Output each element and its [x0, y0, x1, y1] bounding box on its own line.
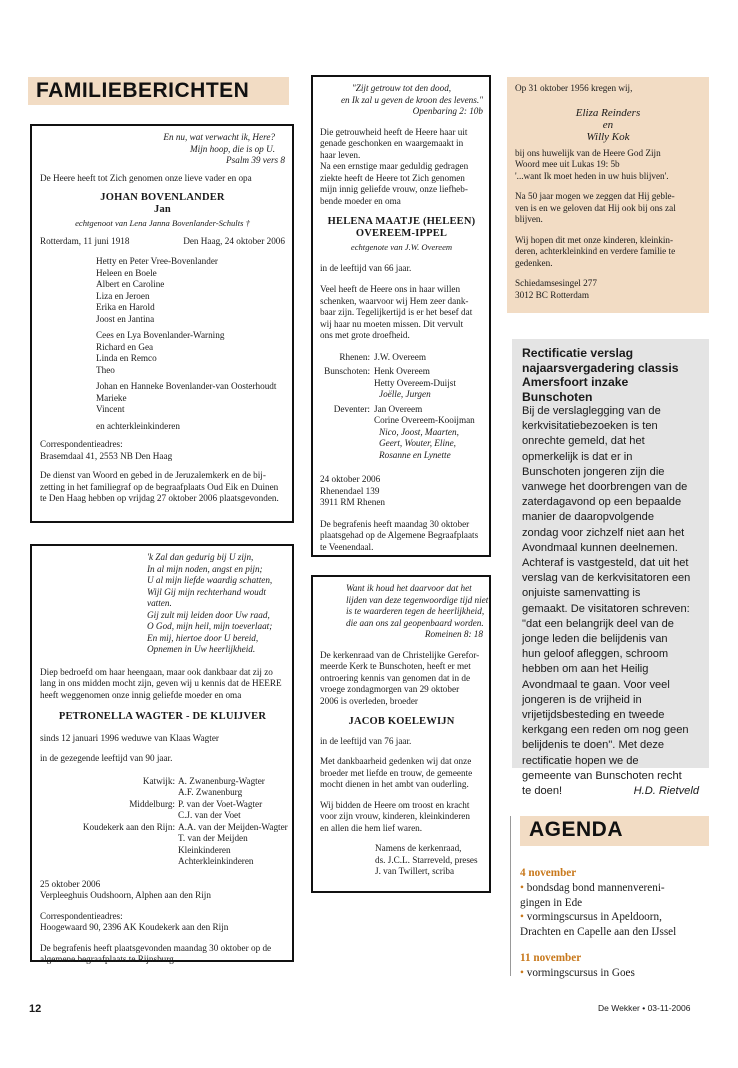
article-body — [522, 404, 703, 784]
family-names — [374, 404, 475, 462]
family-names — [178, 822, 288, 868]
name-line: en — [602, 118, 614, 131]
text-line: opmerkelijk is dat er in — [522, 450, 633, 463]
poem-line: Opnemen in Uw heerlijkheid. — [147, 644, 256, 654]
obituary-overeem — [311, 75, 491, 557]
name-line: Eliza Reinders — [575, 106, 641, 119]
item-line: bondsdag bond mannenvereni- — [526, 881, 665, 894]
text-line: Albert en Caroline — [96, 279, 165, 289]
text-line: baar zijn. Tegelijkertijd is er het besef dat — [320, 307, 473, 317]
text-line: onjuiste samenvatting is — [522, 587, 641, 600]
agenda-date: 4 november — [520, 867, 577, 879]
family-names — [374, 366, 456, 401]
family-place: Katwijk: — [142, 775, 175, 786]
text-line: Henk Overeem — [374, 366, 430, 376]
quote-line: en Ik zal u geven de kroon des levens." — [340, 94, 483, 105]
intro-text: Op 31 oktober 1956 kregen wij, — [515, 83, 633, 93]
family-place: Koudekerk aan den Rijn: — [82, 821, 175, 832]
quote-line: "Zijt getrouw tot den dood, — [351, 83, 452, 93]
text-line: zondag voor zichzelf niet aan het — [522, 526, 685, 539]
correspondence — [40, 911, 285, 934]
text-line: C.J. van der Voet — [178, 810, 241, 820]
family-table — [320, 352, 483, 462]
text-line: ven is en we geloven dat Hij ook bij ons zal — [515, 202, 676, 213]
text-line: '...want Ik moet heden in uw huis blijven'. — [515, 170, 669, 181]
service-text — [40, 470, 285, 505]
text-line: broeder met liefde en trouw, de gemeente — [320, 767, 473, 778]
age-line: in de gezegende leeftijd van 90 jaar. — [40, 753, 173, 763]
family-row — [320, 404, 483, 462]
text-line: vrijetijdsbesteding en tweede — [522, 709, 665, 722]
correspondence — [40, 439, 285, 462]
spouse-line: echtgenote van J.W. Overeem — [350, 242, 453, 252]
quote-line: En nu, wat verwacht ik, Here? — [163, 132, 275, 142]
poem — [147, 552, 285, 656]
text-line: zaterdagavond op een bepaalde — [522, 496, 682, 509]
item-line: vormingscursus in Apeldoorn, — [526, 911, 662, 924]
bullet-icon: • — [520, 966, 524, 979]
text-line: Bij de verslaglegging van de — [522, 405, 661, 417]
quote-ref: Romeinen 8: 18 — [424, 629, 483, 639]
text-line: Geert, Wouter, Eline, — [379, 438, 456, 448]
text-line: manier de daaropvolgende — [522, 511, 654, 524]
death-place: Verpleeghuis Oudshoorn, Alphen aan den Rijn — [40, 890, 211, 900]
text-line: A.A. van der Meijden-Wagter — [178, 821, 288, 832]
text-block-2 — [515, 191, 701, 226]
text-line: deren, achterkleinkind en verdere familie te — [515, 246, 676, 256]
text-line: gedenken. — [515, 257, 553, 268]
text-block-3 — [320, 800, 483, 835]
spouse-line: echtgenoot van Lena Janna Bovenlander-Schults † — [75, 218, 250, 228]
text-line: en allen die hem lief waren. — [320, 822, 423, 833]
text-line: bij ons huwelijk van de Heere God Zijn — [515, 147, 661, 158]
death-date: 24 oktober 2006 — [320, 474, 381, 484]
text-line: Rosanne en Lynette — [379, 449, 451, 460]
quote-line: lijden van deze tegenwoordige tijd niet — [346, 594, 489, 605]
text-line: schenken, waarvoor wij Hem zeer dank- — [320, 295, 469, 306]
item-line: vormingscursus in Goes — [526, 966, 635, 979]
agenda-item — [520, 966, 720, 981]
text-line: Richard en Gea — [96, 341, 154, 352]
item-line: gingen in Ede — [520, 896, 583, 909]
text-line: De begrafenis heeft plaatsgevonden maandag 30 oktober op de — [40, 942, 272, 953]
text-line: ons met grote droefheid. — [320, 330, 410, 340]
text-line: kerkvisitatiebezoeken is ten — [522, 420, 658, 433]
quote-line: die aan ons zal geopenbaard worden. — [346, 617, 484, 628]
anniversary-notice — [507, 77, 709, 313]
text-line: te Den Haag hebben op vrijdag 27 oktober 2006 plaatsgevonden. — [40, 493, 279, 503]
address — [320, 474, 483, 509]
text-line: te Veenendaal. — [320, 541, 374, 552]
title-line: Rectificatie verslag — [522, 346, 634, 360]
family-row — [320, 352, 483, 364]
text-line: haar leven. — [320, 149, 361, 160]
text-line: Die getrouwheid heeft de Heere haar uit — [320, 126, 468, 137]
death-date: Den Haag, 24 oktober 2006 — [183, 235, 285, 246]
text-line: Na 50 jaar mogen we zeggen dat Hij geble- — [515, 191, 675, 201]
text-line: lang in ons midden mocht zijn, geven wij u kennis dat de HEERE — [40, 678, 282, 688]
text-line: blijven. — [515, 214, 543, 224]
text-line: bende moeder en oma — [320, 195, 401, 206]
poem-line: U al mijn liefde waardig schatten, — [147, 575, 273, 585]
text-line: Wij hopen dit met onze kinderen, kleinkin- — [515, 234, 674, 245]
family-row — [320, 366, 483, 401]
obituary-bovenlander — [30, 124, 294, 523]
text-line: Nico, Joost, Maarten, — [379, 426, 459, 437]
text-line: rectificatie hopen we de — [522, 754, 639, 767]
text-line: Linda en Remco — [96, 353, 157, 363]
quote-romans — [346, 583, 489, 641]
text-line: ziekte heeft de Heere tot Zich genomen — [320, 172, 465, 183]
age-line: in de leeftijd van 76 jaar. — [320, 735, 412, 746]
text-line: Joost en Jantina — [96, 313, 155, 324]
widow-line: sinds 12 januari 1996 weduwe van Klaas Wagter — [40, 732, 219, 743]
text-block-2 — [320, 284, 483, 342]
title-line: Bunschoten — [522, 389, 593, 404]
text-line: kerkgang een reden om nog geen — [522, 724, 689, 737]
text-line: Avondmaal te gaan. Voor veel — [522, 678, 670, 691]
death-info — [40, 879, 285, 902]
deceased-name: JOHAN BOVENLANDER — [100, 192, 225, 203]
text-line: Hetty Overeem-Duijst — [374, 377, 456, 388]
text-line: De dienst van Woord en gebed in de Jeruzalemkerk en de bij- — [40, 470, 266, 480]
birth-date: Rotterdam, 11 juni 1918 — [40, 235, 130, 246]
corr-address: Brasemdaal 41, 2553 NB Den Haag — [40, 450, 173, 461]
poem-line: Wijl Gij mijn rechterhand woudt vatten. — [147, 586, 266, 608]
section-title: FAMILIEBERICHTEN — [36, 79, 250, 102]
text-line: meerde Kerk te Bunschoten, heeft er met — [320, 661, 471, 671]
text-line: mocht dienen in het ambt van ouderling. — [320, 779, 469, 789]
family-names — [178, 799, 262, 822]
text-line: Cees en Lya Bovenlander-Warning — [96, 330, 225, 340]
street: Rhenendael 139 — [320, 485, 380, 496]
text-line: 2006 is overleden, broeder — [320, 695, 418, 706]
address — [515, 278, 701, 301]
street: Schiedamsesingel 277 — [515, 278, 597, 288]
text-line: onrechte gemeld, dat het — [522, 435, 645, 448]
poem-line: 'k Zal dan gedurig bij U zijn, — [147, 552, 254, 562]
sign-line: ds. J.C.L. Starreveld, preses — [375, 854, 478, 865]
text-line: verslag van de kerkvisitatoren een — [522, 572, 691, 585]
quote-line: Mijn hoop, die is op U. — [190, 143, 275, 154]
article-title — [522, 346, 703, 404]
text-line: jongeren is de vrijheid in — [522, 693, 642, 706]
text-line: hebben om aan het Heilig — [522, 663, 649, 676]
poem-line: En mij, hiertoe door U bereid, — [147, 632, 259, 643]
quote-line: is te waarderen tegen de heerlijkheid, — [346, 606, 485, 616]
text-line: gemeente van Bunschoten recht — [522, 769, 682, 782]
text-block-3 — [515, 235, 701, 270]
text-line: vanwege het doorbrengen van de — [522, 481, 688, 494]
text-line: mijn innig geliefde vrouw, onze liefheb- — [320, 184, 468, 194]
text-line: Hetty en Peter Vree-Bovenlander — [96, 256, 218, 266]
text-line: A. Zwanenburg-Wagter — [178, 775, 265, 786]
agenda-title: AGENDA — [529, 818, 624, 841]
poem-line: Gij zult mij leiden door Uw raad, — [147, 609, 270, 620]
deceased-name-short: Jan — [154, 203, 171, 215]
text-block-2 — [320, 756, 483, 791]
text-line: zetting in het familiegraf op de begraafplaats Oud Eik en Duinen — [40, 481, 279, 492]
name-line: HELENA MAATJE (HELEEN) — [327, 216, 476, 227]
poem-line: In al mijn noden, angst en pijn; — [147, 563, 263, 574]
sign-line: Namens de kerkenraad, — [375, 843, 462, 853]
family-row — [40, 799, 285, 822]
text-line: Jan Overeem — [374, 403, 423, 414]
intro-text: De Heere heeft tot Zich genomen onze lieve vader en opa — [40, 172, 252, 183]
text-line: gemaakt. De visitatoren schreven: — [522, 602, 690, 615]
text-line: Achterkleinkinderen — [178, 856, 254, 866]
obituary-wagter — [30, 544, 294, 962]
text-line: Theo — [96, 364, 115, 375]
text-block-1 — [515, 148, 701, 183]
text-line: "dat een belangrijk deel van de — [522, 617, 674, 630]
family-names — [178, 776, 265, 799]
text-line: heeft weggenomen onze innig geliefde moeder en oma — [40, 689, 242, 700]
text-line: Met dankbaarheid gedenken wij dat onze — [320, 756, 472, 766]
funeral-text — [320, 519, 483, 554]
corr-address: Hoogewaard 90, 2396 AK Koudekerk aan den Rijn — [40, 922, 229, 932]
age-line: in de leeftijd van 66 jaar. — [320, 262, 412, 273]
dates-row — [40, 236, 285, 248]
text-line: wij haar nu moeten missen. Dit vervult — [320, 318, 464, 329]
family-place: Bunschoten: — [324, 366, 370, 376]
family-place: Deventer: — [333, 403, 370, 414]
family-names — [374, 352, 426, 364]
quote-ref: Openbaring 2: 10b — [412, 106, 483, 116]
text-line: Avondmaal kunnen deelnemen. — [522, 541, 678, 554]
text-line: Na een ernstige maar geduldig gedragen — [320, 161, 469, 171]
corr-label: Correspondentieadres: — [40, 439, 123, 449]
text-line: belijdenis te doen". Met deze — [522, 739, 665, 752]
text-line: Joëlle, Jurgen — [379, 389, 431, 399]
text-line: genade geschonken en waargemaakt in — [320, 138, 464, 148]
corr-label: Correspondentieadres: — [40, 910, 123, 921]
text-block-1 — [320, 127, 483, 208]
agenda-date: 11 november — [520, 951, 582, 964]
poem-line: O God, mijn heil, mijn toeverlaat; — [147, 621, 273, 631]
text-line: jonge leden die belijdenis van — [522, 633, 668, 646]
page-number: 12 — [29, 1003, 42, 1015]
text-line: Woord mee uit Lukas 19: 5b — [515, 159, 620, 169]
family-row — [40, 821, 288, 868]
quote-psalm — [40, 132, 285, 167]
text-line: plaatsgehad op de Algemene Begraafplaats — [320, 530, 479, 540]
text-line: J.W. Overeem — [374, 351, 426, 362]
text-line: Vincent — [96, 404, 125, 414]
text-line: ontroering kennis van genomen dat in de — [320, 672, 471, 683]
text-line: vroege zondagmorgen van 29 oktober — [320, 684, 460, 694]
text-line: hun geloof afleggen, schroom — [522, 648, 669, 661]
intro-text — [40, 667, 285, 702]
bullet-icon: • — [520, 911, 524, 924]
text-line: Diep bedroefd om haar heengaan, maar ook dankbaar dat zij zo — [40, 666, 273, 677]
quote-ref: Psalm 39 vers 8 — [226, 155, 285, 165]
text-line: algemene begraafplaats te Rijnsburg. — [40, 954, 177, 964]
funeral-text — [40, 943, 285, 966]
text-line: De kerkenraad van de Christelijke Gerefor- — [320, 649, 480, 660]
item-line: Drachten en Capelle aan den IJssel — [520, 926, 677, 939]
name-line: Willy Kok — [586, 130, 630, 143]
text-line: T. van der Meijden — [178, 833, 248, 843]
quote-revelation — [320, 83, 483, 118]
agenda-item — [520, 881, 720, 896]
text-line: voor zijn vrouw, kinderen, kleinkinderen — [320, 811, 470, 821]
deceased-name: PETRONELLA WAGTER - DE KLUIJVER — [58, 711, 267, 722]
article-author: H.D. Rietveld — [633, 785, 699, 798]
text-line: Bunschoten jongeren zijn die — [522, 465, 665, 478]
text-line: Achteraf is vastgesteld, dat uit het — [522, 557, 689, 570]
couple-names — [515, 107, 701, 143]
quote-line: Want ik houd het daarvoor dat het — [346, 583, 472, 593]
text-line: Johan en Hanneke Bovenlander-van Oosterhoudt — [96, 381, 277, 391]
family-row — [40, 776, 285, 799]
text-line: Veel heeft de Heere ons in haar willen — [320, 284, 461, 294]
bullet-icon: • — [520, 881, 524, 894]
family-list — [96, 256, 285, 432]
text-block-1 — [320, 650, 483, 708]
agenda-item — [520, 910, 720, 925]
text-line: De begrafenis heeft maandag 30 oktober — [320, 518, 470, 529]
text-line: Kleinkinderen — [178, 844, 231, 855]
text-line: Erika en Harold — [96, 302, 155, 312]
signature — [375, 843, 483, 878]
city: 3012 BC Rotterdam — [515, 289, 590, 300]
obituary-koelewijn — [311, 575, 491, 893]
section-banner — [28, 77, 289, 105]
publication-line: De Wekker • 03-11-2006 — [598, 1003, 691, 1013]
agenda-list — [520, 866, 720, 981]
name-line: OVEREEM-IPPEL — [355, 227, 448, 239]
text-line: Liza en Jeroen — [96, 290, 150, 301]
text-line: Corine Overeem-Kooijman — [374, 415, 475, 425]
rectification-article — [512, 339, 709, 798]
text-line: en achterkleinkinderen — [96, 420, 180, 431]
agenda-banner — [520, 816, 709, 846]
deceased-name — [320, 216, 483, 239]
article-last-line — [522, 784, 703, 799]
deceased-name: JACOB KOELEWIJN — [348, 716, 455, 727]
text-line: Marieke — [96, 392, 127, 403]
sign-line: J. van Twillert, scriba — [375, 866, 455, 876]
text-line: Wij bidden de Heere om troost en kracht — [320, 799, 470, 810]
family-place: Middelburg: — [129, 798, 175, 809]
family-place: Rhenen: — [339, 351, 370, 362]
death-date: 25 oktober 2006 — [40, 878, 101, 889]
family-table — [40, 775, 288, 868]
city: 3911 RM Rhenen — [320, 497, 385, 507]
text-line: Heleen en Boele — [96, 267, 157, 278]
title-line: najaarsvergadering classis — [522, 360, 679, 375]
title-line: Amersfoort inzake — [522, 375, 629, 389]
text-line: A.F. Zwanenburg — [178, 787, 243, 797]
text-line: te doen! — [522, 785, 563, 798]
agenda-divider — [510, 816, 511, 976]
text-line: P. van der Voet-Wagter — [178, 798, 263, 809]
